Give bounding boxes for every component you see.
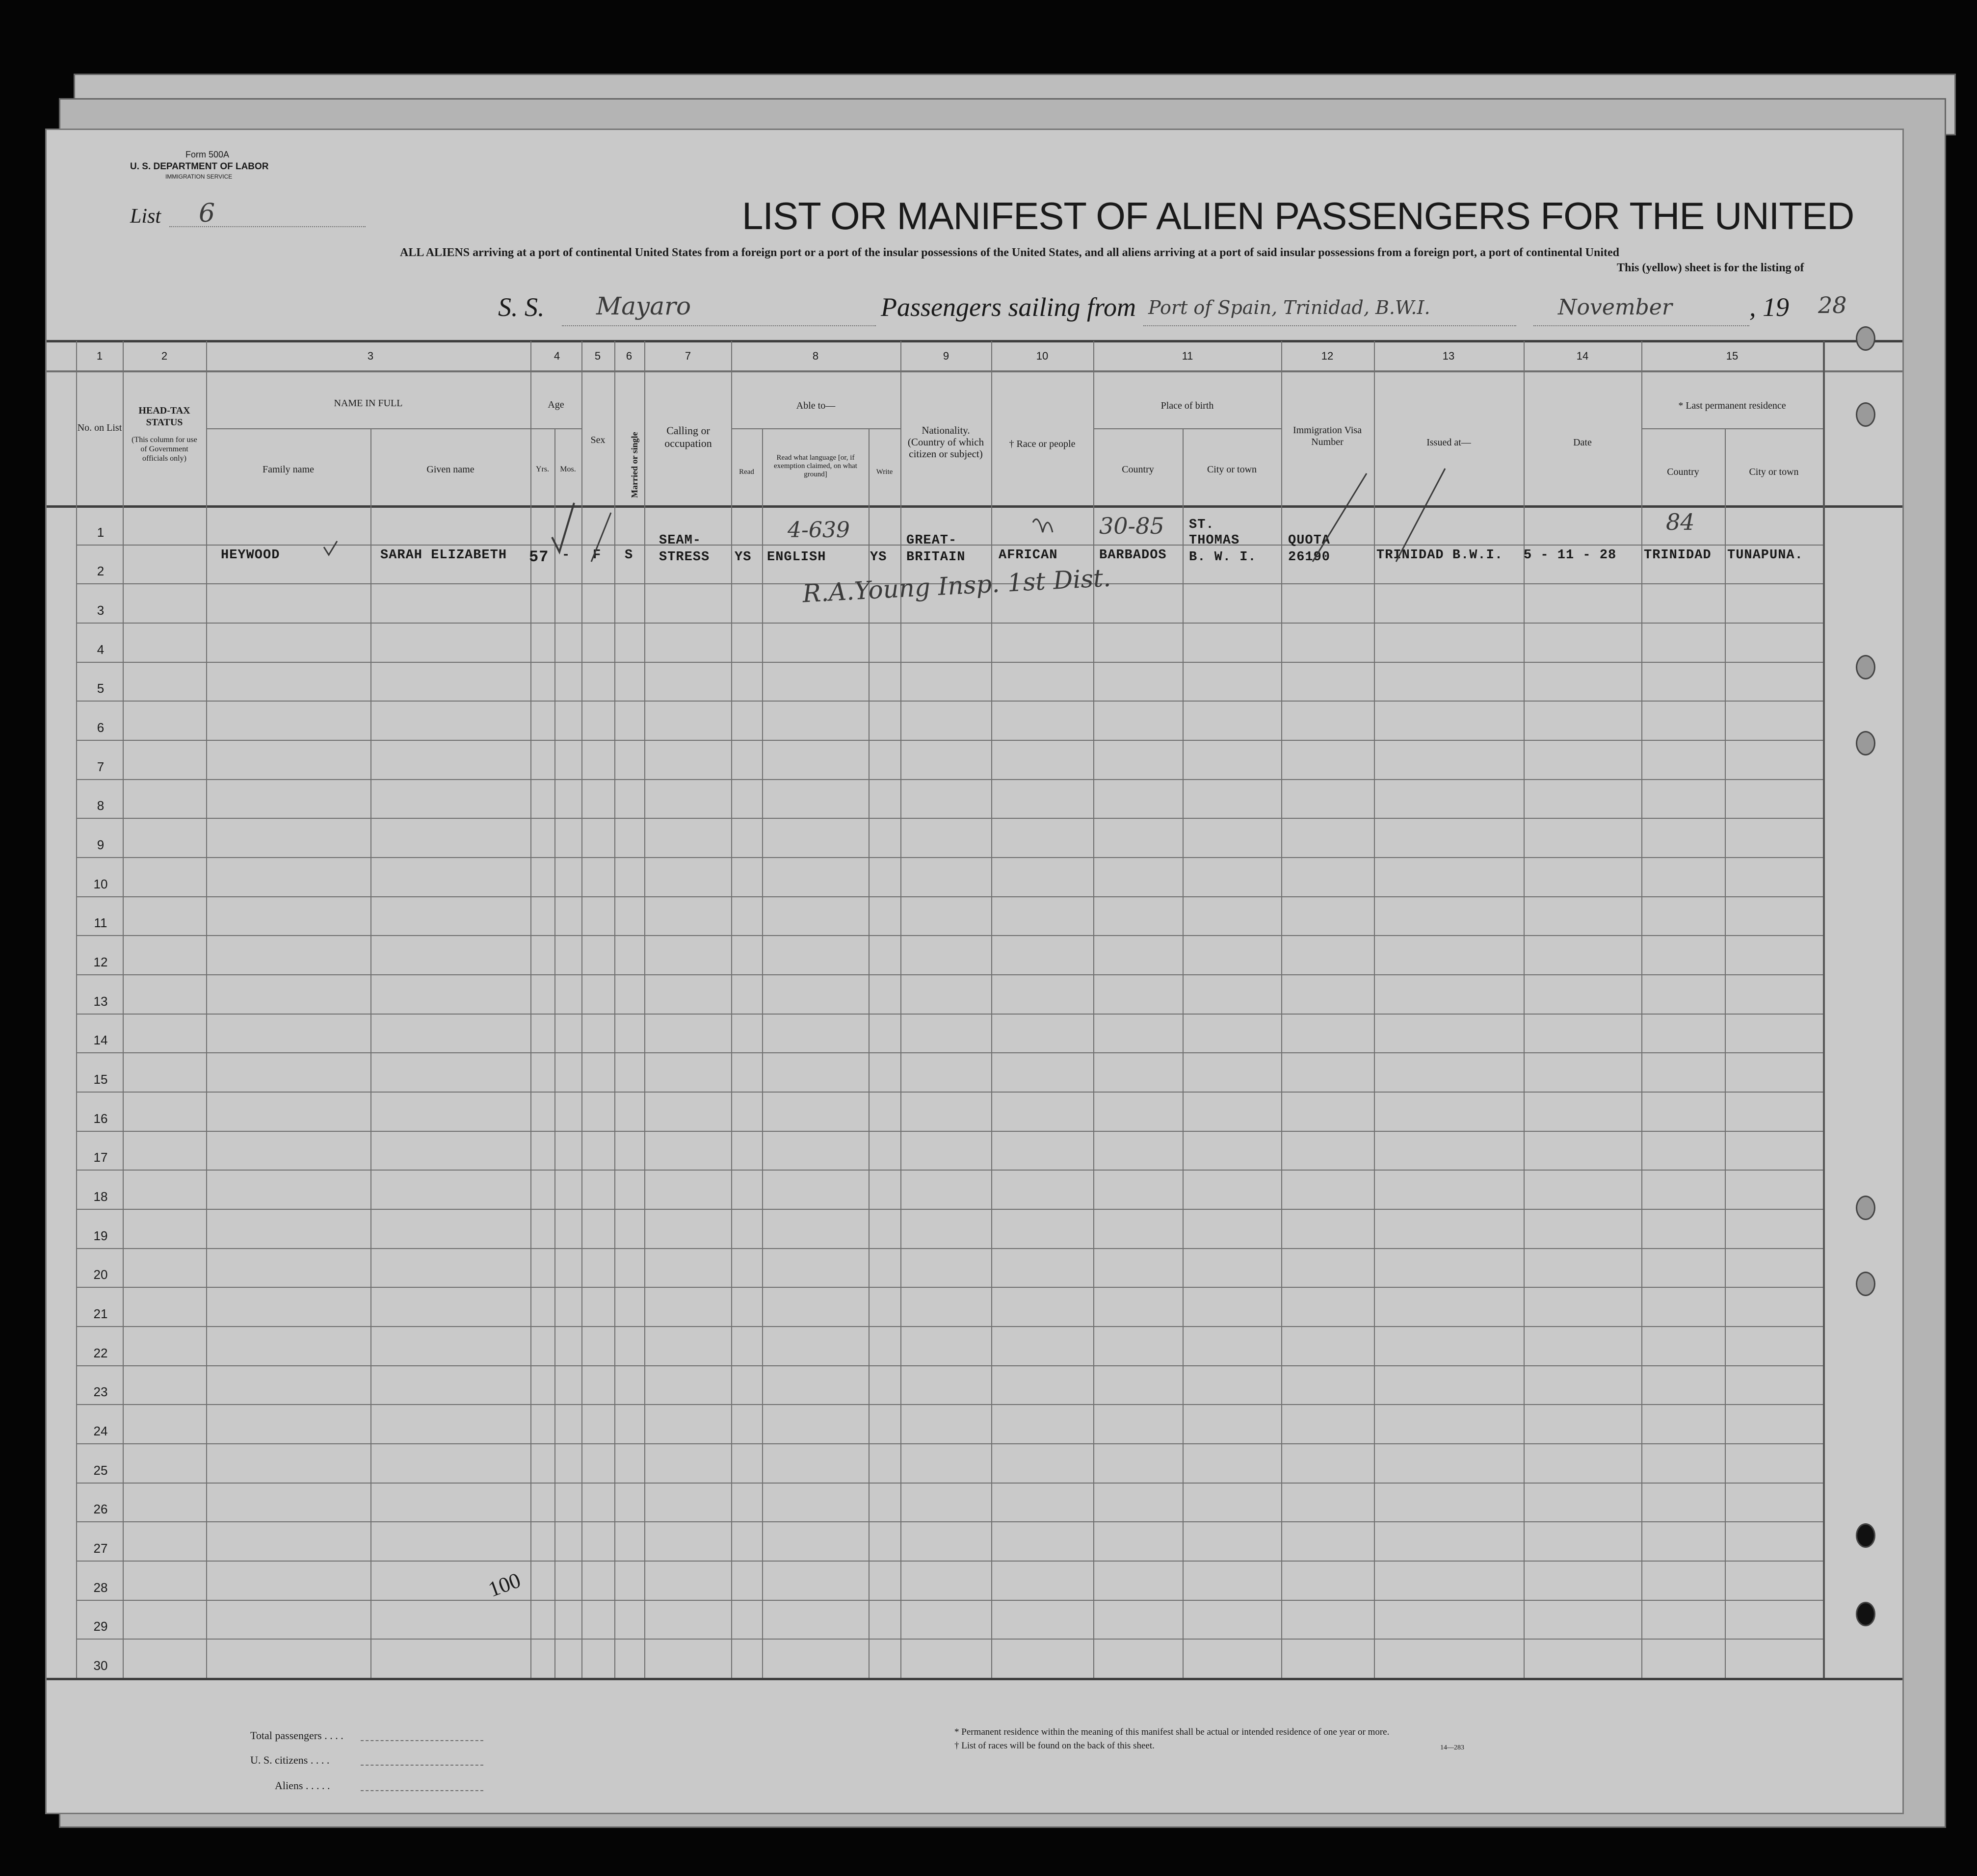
col-number: 4 xyxy=(554,350,560,362)
row-number: 9 xyxy=(97,837,105,852)
residence-note: 84 xyxy=(1666,509,1695,535)
family-check-mark xyxy=(324,541,337,555)
col-number: 2 xyxy=(161,350,168,362)
passenger-birth-city-1: ST. xyxy=(1189,518,1214,532)
header-last-residence: * Last permanent residence xyxy=(1678,400,1786,411)
check-marks xyxy=(47,130,1902,1813)
col-number: 9 xyxy=(943,350,949,362)
header-write: Write xyxy=(876,468,893,476)
binder-hole xyxy=(1856,1523,1875,1548)
ship-name: Mayaro xyxy=(596,292,691,320)
header-head-tax-note: (This column for use of Government officials only) xyxy=(132,436,197,463)
footnote-permanent-residence: * Permanent residence within the meaning of this manifest shall be actual or intended residence of one year or more. xyxy=(954,1727,1390,1737)
header-family-name: Family name xyxy=(263,464,314,475)
binder-hole xyxy=(1856,731,1875,756)
passenger-nationality-2: BRITAIN xyxy=(906,550,966,565)
row-number: 5 xyxy=(97,681,105,696)
header-race: † Race or people xyxy=(1009,439,1076,449)
binder-hole xyxy=(1856,1196,1875,1220)
binder-hole xyxy=(1856,326,1875,351)
us-citizens-line xyxy=(361,1765,483,1766)
col-number: 14 xyxy=(1576,350,1589,362)
passenger-date: 5 - 11 - 28 xyxy=(1524,548,1617,563)
row-number: 13 xyxy=(93,993,108,1009)
row-number: 2 xyxy=(97,564,105,579)
row-number: 6 xyxy=(97,720,105,735)
row-number: 30 xyxy=(93,1658,108,1673)
row-number: 25 xyxy=(93,1462,108,1478)
port-name: Port of Spain, Trinidad, B.W.I. xyxy=(1148,297,1430,318)
col-number: 6 xyxy=(626,350,633,362)
row-number: 16 xyxy=(93,1111,108,1126)
header-no-on-list: No. on List xyxy=(77,422,122,433)
header-date: Date xyxy=(1573,437,1592,448)
col-number: 3 xyxy=(367,350,374,362)
month: November xyxy=(1558,295,1672,320)
header-res-city: City or town xyxy=(1749,467,1799,477)
col-number: 7 xyxy=(685,350,691,362)
header-nationality: Nationality. (Country of which citizen or subject) xyxy=(907,424,984,460)
header-issued-at: Issued at— xyxy=(1426,437,1471,448)
row-number: 1 xyxy=(97,524,105,540)
service-label: IMMIGRATION SERVICE xyxy=(165,173,233,180)
header-age: Age xyxy=(548,399,564,410)
passenger-family-name: HEYWOOD xyxy=(221,548,280,563)
row-number: 22 xyxy=(93,1345,108,1360)
department-label: U. S. DEPARTMENT OF LABOR xyxy=(130,161,269,172)
footer-us-citizens: U. S. citizens . . . . xyxy=(250,1754,330,1766)
page-title: LIST OR MANIFEST OF ALIEN PASSENGERS FOR THE UNITED xyxy=(742,194,1854,237)
sex-slash xyxy=(591,513,611,562)
row-number: 27 xyxy=(93,1541,108,1556)
header-res-country: Country xyxy=(1667,467,1699,477)
row-number: 8 xyxy=(97,798,105,813)
footer-aliens: Aliens . . . . . xyxy=(275,1779,330,1792)
issued-slash xyxy=(1396,469,1445,562)
passenger-issued-at: TRINIDAD B.W.I. xyxy=(1376,548,1503,563)
subtitle-line-1: ALL ALIENS arriving at a port of continental United States from a foreign port or a port of the insular possessions of the United States, and all aliens arriving at a port of said insular possessions from a foreign port, a port of continental United xyxy=(400,246,1619,259)
passenger-age-yrs: 57 xyxy=(529,548,549,566)
passenger-birth-country: BARBADOS xyxy=(1099,548,1167,563)
header-able-to: Able to— xyxy=(796,400,836,411)
passenger-age-mos: - xyxy=(562,548,571,563)
col-number: 11 xyxy=(1182,350,1193,362)
passenger-occupation-2: STRESS xyxy=(659,550,710,565)
header-name-in-full: NAME IN FULL xyxy=(334,398,403,409)
passenger-visa-2: 26190 xyxy=(1288,550,1331,565)
read-note: 4-639 xyxy=(788,518,850,543)
row-number: 18 xyxy=(93,1189,108,1204)
sailing-label: Passengers sailing from xyxy=(881,292,1136,322)
inspector-signature: R.A.Young Insp. 1st Dist. xyxy=(801,563,1112,608)
binder-hole xyxy=(1856,1272,1875,1296)
row-number: 28 xyxy=(93,1580,108,1595)
row-number: 4 xyxy=(97,642,105,657)
header-visa-number: Immigration Visa Number xyxy=(1292,425,1362,447)
row-number: 21 xyxy=(93,1306,108,1321)
year-suffix: 28 xyxy=(1818,292,1847,318)
col-number: 12 xyxy=(1321,350,1334,362)
passenger-race: AFRICAN xyxy=(999,548,1058,563)
header-sex: Sex xyxy=(590,435,606,445)
passenger-res-city: TUNAPUNA. xyxy=(1727,548,1803,563)
header-married: Married or single xyxy=(630,432,639,498)
col-number: 10 xyxy=(1036,350,1049,362)
header-yrs: Yrs. xyxy=(535,465,550,473)
header-birth-city: City or town xyxy=(1207,464,1257,475)
row-number: 20 xyxy=(93,1267,108,1282)
race-scribble xyxy=(1033,519,1053,532)
col-number: 5 xyxy=(594,350,601,362)
col-number: 15 xyxy=(1726,350,1739,362)
passenger-res-country: TRINIDAD xyxy=(1644,548,1712,563)
manifest-sheet xyxy=(45,129,1904,1814)
row-number: 3 xyxy=(97,603,105,618)
passenger-write: YS xyxy=(870,550,887,565)
row-number: 29 xyxy=(93,1619,108,1634)
passenger-birth-city-2: THOMAS xyxy=(1189,533,1240,548)
row-number: 24 xyxy=(93,1424,108,1438)
passenger-married: S xyxy=(625,548,633,563)
row-number: 11 xyxy=(94,915,107,931)
row-number: 15 xyxy=(93,1072,108,1087)
passenger-given-name: SARAH ELIZABETH xyxy=(380,548,507,563)
visa-slash xyxy=(1313,473,1367,562)
subtitle-line-2: This (yellow) sheet is for the listing of xyxy=(1617,261,1804,274)
year-prefix: , 19 xyxy=(1749,292,1789,322)
binder-hole xyxy=(1856,402,1875,427)
passenger-read: YS xyxy=(735,550,752,565)
list-number: 6 xyxy=(199,199,215,228)
binder-hole xyxy=(1856,655,1875,679)
passenger-language: ENGLISH xyxy=(767,550,826,565)
header-mos: Mos. xyxy=(560,465,576,473)
form-code: 14—283 xyxy=(1440,1744,1464,1751)
ss-label: S. S. xyxy=(498,292,545,322)
col-number: 8 xyxy=(812,350,819,362)
footer-total-passengers: Total passengers . . . . xyxy=(250,1729,343,1742)
aliens-line xyxy=(361,1790,483,1791)
row-number: 10 xyxy=(93,876,108,891)
passenger-occupation-1: SEAM- xyxy=(659,533,702,548)
row-number: 26 xyxy=(93,1502,108,1517)
header-read-language: Read what language [or, if exemption claimed, on what ground] xyxy=(774,454,857,478)
row-number: 14 xyxy=(93,1033,108,1048)
header-head-tax: HEAD-TAX STATUS xyxy=(138,405,190,428)
race-note: 30-85 xyxy=(1099,513,1164,539)
header-birth-country: Country xyxy=(1122,464,1154,475)
binder-hole xyxy=(1856,1602,1875,1626)
header-given-name: Given name xyxy=(426,464,474,475)
row-number: 19 xyxy=(93,1228,108,1243)
passenger-visa-1: QUOTA xyxy=(1288,533,1331,548)
passenger-birth-city-3: B. W. I. xyxy=(1189,550,1257,565)
age-check-mark xyxy=(552,503,574,552)
row-number: 23 xyxy=(93,1384,108,1400)
passenger-nationality-1: GREAT- xyxy=(906,533,957,548)
col-number: 1 xyxy=(96,350,103,362)
row-number: 12 xyxy=(93,955,108,969)
header-place-of-birth: Place of birth xyxy=(1160,400,1214,411)
row-number: 17 xyxy=(93,1150,108,1165)
passenger-sex: F xyxy=(593,548,602,563)
list-label: List xyxy=(130,205,161,228)
form-number: Form 500A xyxy=(185,150,230,159)
footnote-races: † List of races will be found on the back of this sheet. xyxy=(954,1741,1155,1751)
col-number: 13 xyxy=(1442,350,1455,362)
header-calling: Calling or occupation xyxy=(664,424,712,449)
header-read: Read xyxy=(739,468,754,476)
row-number: 7 xyxy=(97,759,105,774)
total-passengers-line xyxy=(361,1740,483,1741)
stamp-100: 100 xyxy=(485,1568,524,1602)
